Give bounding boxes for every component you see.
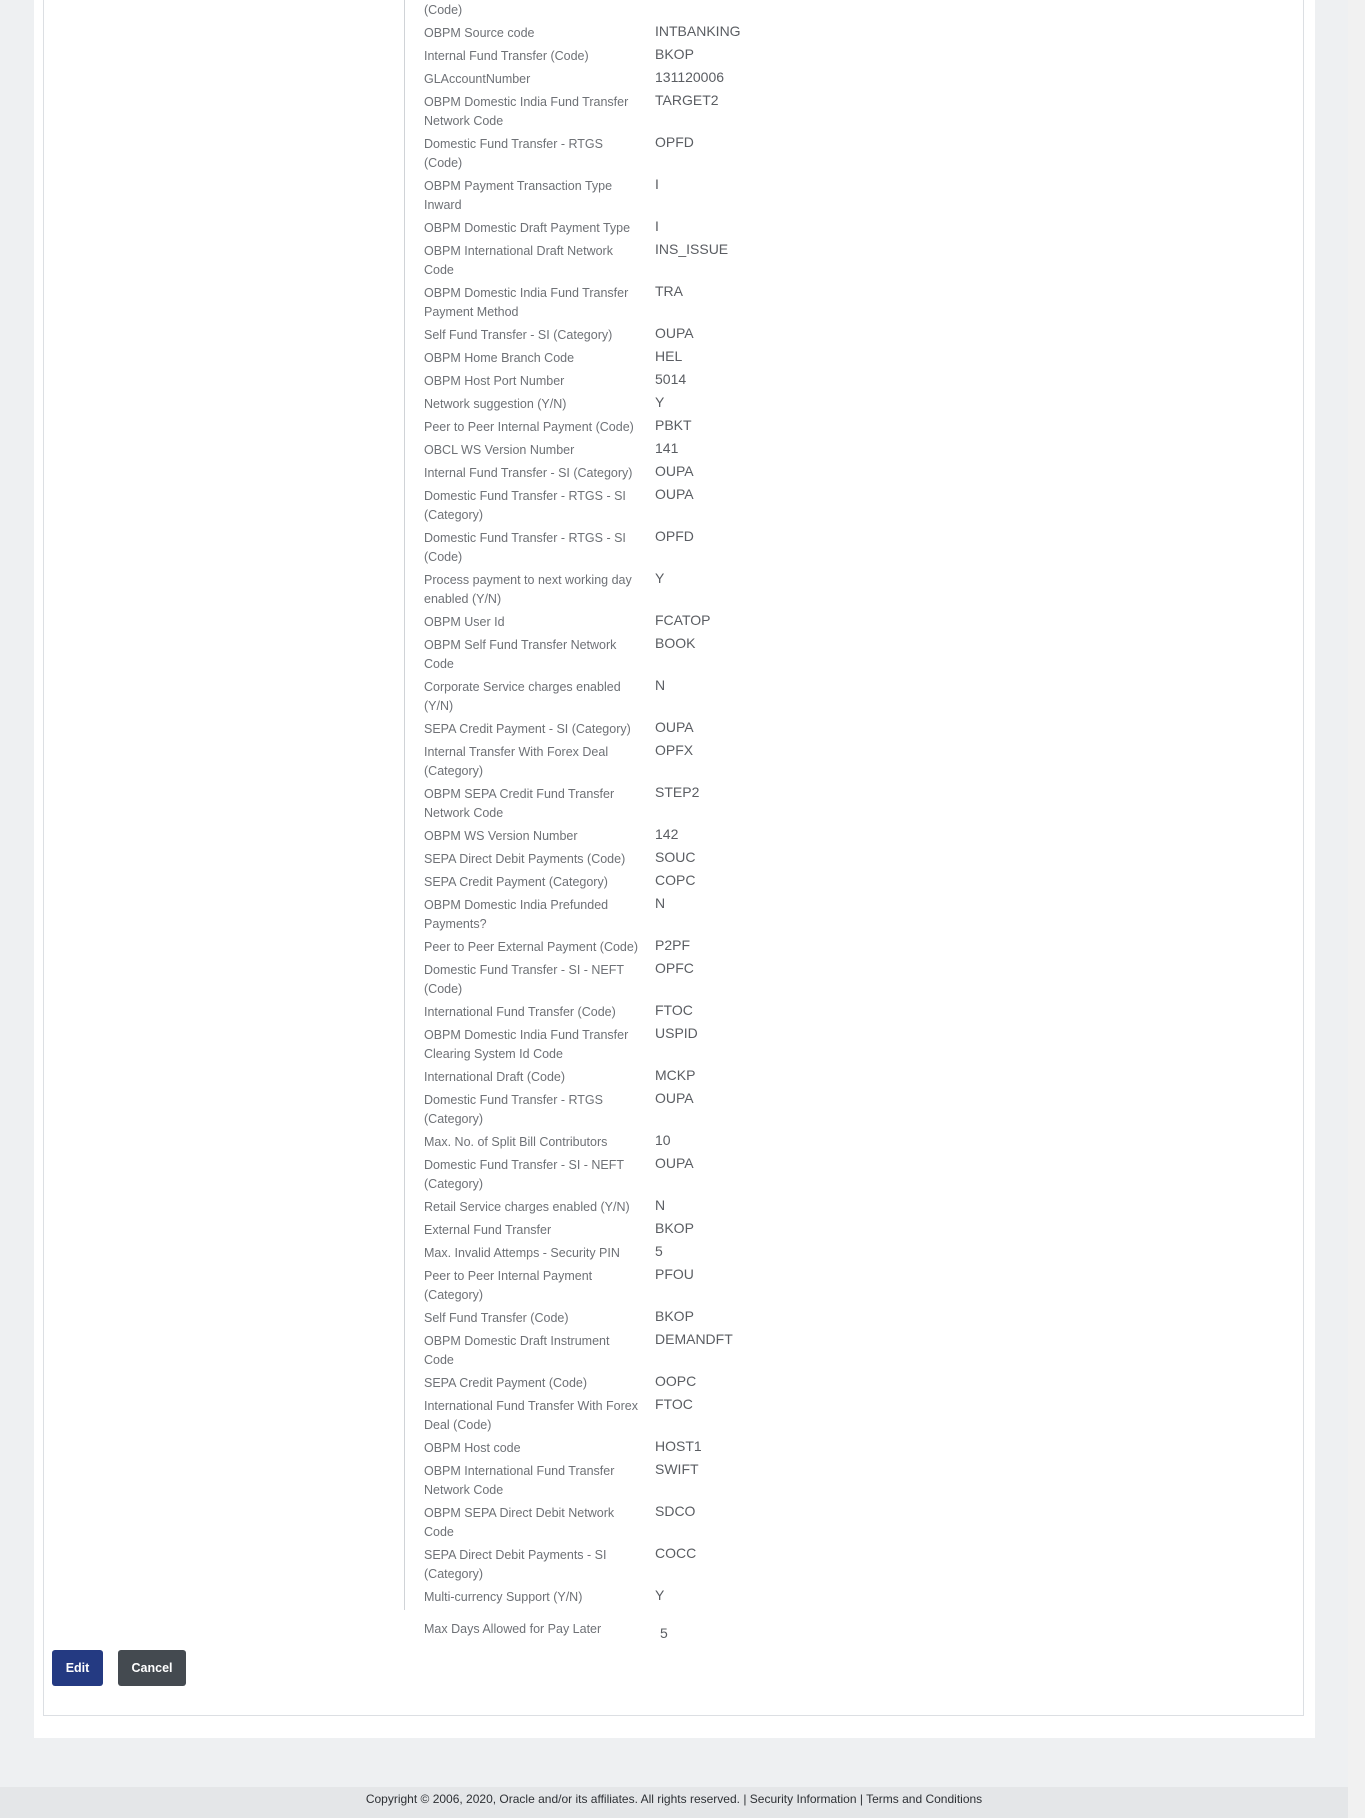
- detail-label: Internal Transfer With Forex Deal (Category): [424, 745, 609, 778]
- detail-label: Max. No. of Split Bill Contributors: [424, 1135, 608, 1149]
- detail-value: N: [655, 895, 666, 911]
- detail-value: STEP2: [655, 784, 700, 800]
- detail-value: BKOP: [655, 1308, 694, 1324]
- detail-label: International Fund Transfer (Code): [424, 1005, 616, 1019]
- detail-label: (Code): [424, 3, 463, 17]
- detail-value: OUPA: [655, 486, 694, 502]
- detail-value: PBKT: [655, 417, 692, 433]
- detail-value: PFOU: [655, 1266, 694, 1282]
- detail-value: OPFC: [655, 960, 694, 976]
- detail-value: INTBANKING: [655, 23, 741, 39]
- detail-label: OBPM Host code: [424, 1441, 521, 1455]
- detail-label: OBPM WS Version Number: [424, 829, 578, 843]
- detail-value: TARGET2: [655, 92, 719, 108]
- detail-label: Retail Service charges enabled (Y/N): [424, 1200, 630, 1214]
- vertical-scrollbar[interactable]: [1348, 0, 1365, 1818]
- detail-value: Y: [655, 1587, 665, 1603]
- detail-label: Domestic Fund Transfer - RTGS - SI (Category): [424, 489, 626, 522]
- detail-label: OBCL WS Version Number: [424, 443, 575, 457]
- detail-label: International Draft (Code): [424, 1070, 566, 1084]
- security-information-link[interactable]: Security Information: [749, 1792, 857, 1806]
- detail-value: BOOK: [655, 635, 696, 651]
- terms-and-conditions-link[interactable]: Terms and Conditions: [866, 1792, 983, 1806]
- detail-value: OOPC: [655, 1373, 697, 1389]
- detail-label: OBPM Domestic India Fund Transfer Payment Method: [424, 286, 629, 319]
- detail-value: OUPA: [655, 1155, 694, 1171]
- detail-value: Y: [655, 394, 665, 410]
- detail-label: OBPM Payment Transaction Type Inward: [424, 179, 613, 212]
- detail-label: Domestic Fund Transfer - SI - NEFT (Category): [424, 1158, 624, 1191]
- detail-value: I: [655, 218, 659, 234]
- detail-value: COPC: [655, 872, 696, 888]
- detail-label: OBPM Source code: [424, 26, 535, 40]
- detail-label: OBPM SEPA Credit Fund Transfer Network Code: [424, 787, 615, 820]
- detail-label: International Fund Transfer With Forex Deal (Code): [424, 1399, 638, 1432]
- detail-label: OBPM Domestic Draft Instrument Code: [424, 1334, 610, 1367]
- detail-label: SEPA Credit Payment (Code): [424, 1376, 588, 1390]
- detail-value: OPFD: [655, 528, 694, 544]
- detail-label: Self Fund Transfer - SI (Category): [424, 328, 613, 342]
- detail-label: Peer to Peer Internal Payment (Category): [424, 1269, 593, 1302]
- details-card: [43, 0, 1304, 1716]
- detail-value: INS_ISSUE: [655, 241, 729, 257]
- detail-label: OBPM Domestic India Fund Transfer Clearing System Id Code: [424, 1028, 629, 1061]
- detail-label: Domestic Fund Transfer - RTGS (Code): [424, 137, 603, 170]
- detail-label: Corporate Service charges enabled (Y/N): [424, 680, 621, 713]
- detail-value: OPFD: [655, 134, 694, 150]
- detail-value: 10: [655, 1132, 671, 1148]
- detail-label: Domestic Fund Transfer - RTGS - SI (Code): [424, 531, 626, 564]
- detail-value: 5: [655, 1243, 663, 1259]
- detail-value: OUPA: [655, 719, 694, 735]
- detail-label: External Fund Transfer: [424, 1223, 552, 1237]
- detail-label: SEPA Direct Debit Payments - SI (Category): [424, 1548, 607, 1581]
- footer-separator: |: [859, 1792, 863, 1806]
- detail-label: Max. Invalid Attemps - Security PIN: [424, 1246, 620, 1260]
- detail-value: I: [655, 176, 659, 192]
- detail-value: HEL: [655, 348, 683, 364]
- detail-label: OBPM International Draft Network Code: [424, 244, 613, 277]
- detail-label: OBPM Home Branch Code: [424, 351, 575, 365]
- detail-value: HOST1: [655, 1438, 702, 1454]
- detail-label: Max Days Allowed for Pay Later: [424, 1622, 602, 1636]
- detail-value: BKOP: [655, 1220, 694, 1236]
- detail-value: 141: [655, 440, 679, 456]
- detail-label: Peer to Peer External Payment (Code): [424, 940, 638, 954]
- detail-value: OUPA: [655, 325, 694, 341]
- copyright-text: Copyright © 2006, 2020, Oracle and/or its affiliates. All rights reserved.: [365, 1792, 740, 1806]
- detail-value: OUPA: [655, 1090, 694, 1106]
- detail-label: SEPA Credit Payment (Category): [424, 875, 608, 889]
- detail-value: 131120006: [655, 69, 725, 85]
- footer-separator: |: [743, 1792, 747, 1806]
- column-divider: [404, 0, 405, 1610]
- detail-value: SDCO: [655, 1503, 696, 1519]
- detail-value: FTOC: [655, 1396, 693, 1412]
- detail-label: SEPA Credit Payment - SI (Category): [424, 722, 631, 736]
- detail-value: FCATOP: [655, 612, 711, 628]
- detail-value: BKOP: [655, 46, 694, 62]
- detail-value: Y: [655, 570, 665, 586]
- detail-label: Internal Fund Transfer (Code): [424, 49, 589, 63]
- detail-value: DEMANDFT: [655, 1331, 733, 1347]
- detail-label: Process payment to next working day enabled (Y/N): [424, 573, 632, 606]
- detail-label: OBPM Host Port Number: [424, 374, 565, 388]
- detail-label: OBPM Domestic India Prefunded Payments?: [424, 898, 609, 931]
- detail-label: OBPM User Id: [424, 615, 505, 629]
- detail-value: 5: [660, 1625, 668, 1641]
- detail-value: SOUC: [655, 849, 696, 865]
- detail-label: Internal Fund Transfer - SI (Category): [424, 466, 633, 480]
- detail-value: OUPA: [655, 463, 694, 479]
- detail-value: COCC: [655, 1545, 697, 1561]
- cancel-button[interactable]: Cancel: [118, 1650, 186, 1686]
- detail-value: SWIFT: [655, 1461, 699, 1477]
- detail-label: Domestic Fund Transfer - SI - NEFT (Code): [424, 963, 624, 996]
- detail-value: P2PF: [655, 937, 691, 953]
- detail-label: OBPM Domestic Draft Payment Type: [424, 221, 631, 235]
- detail-value: FTOC: [655, 1002, 693, 1018]
- footer: [0, 1787, 1348, 1818]
- detail-label: GLAccountNumber: [424, 72, 531, 86]
- detail-value: 142: [655, 826, 679, 842]
- detail-label: OBPM Domestic India Fund Transfer Network Code: [424, 95, 629, 128]
- detail-value: USPID: [655, 1025, 698, 1041]
- detail-label: Peer to Peer Internal Payment (Code): [424, 420, 634, 434]
- detail-label: Self Fund Transfer (Code): [424, 1311, 569, 1325]
- detail-label: OBPM SEPA Direct Debit Network Code: [424, 1506, 615, 1539]
- detail-label: OBPM International Fund Transfer Network Code: [424, 1464, 615, 1497]
- detail-label: OBPM Self Fund Transfer Network Code: [424, 638, 617, 671]
- detail-value: TRA: [655, 283, 683, 299]
- detail-label: Multi-currency Support (Y/N): [424, 1590, 583, 1604]
- detail-label: SEPA Direct Debit Payments (Code): [424, 852, 626, 866]
- detail-value: N: [655, 1197, 666, 1213]
- detail-value: 5014: [655, 371, 687, 387]
- detail-label: Domestic Fund Transfer - RTGS (Category): [424, 1093, 603, 1126]
- detail-value: MCKP: [655, 1067, 696, 1083]
- detail-value: OPFX: [655, 742, 694, 758]
- detail-value: N: [655, 677, 666, 693]
- edit-button[interactable]: Edit: [52, 1650, 103, 1686]
- detail-label: Network suggestion (Y/N): [424, 397, 567, 411]
